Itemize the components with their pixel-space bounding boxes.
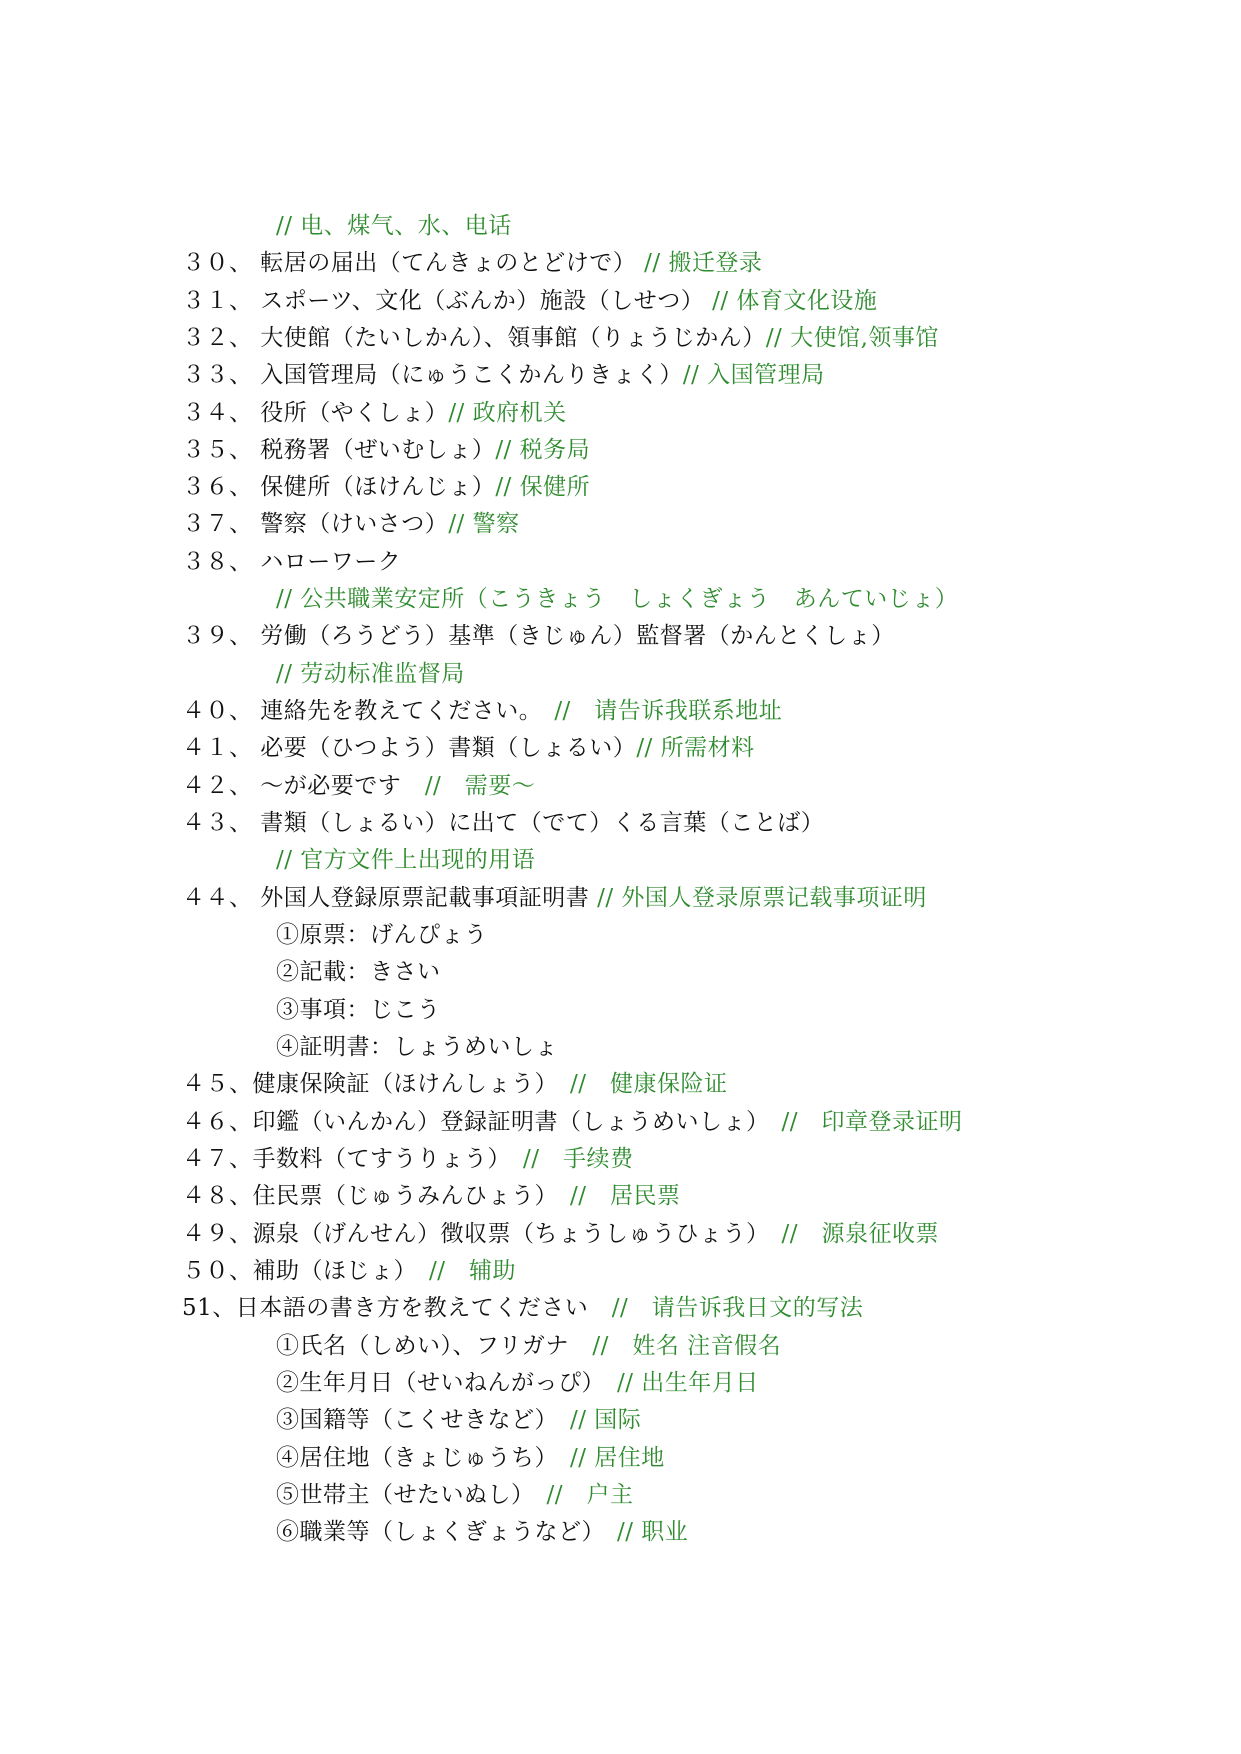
text-line-utilities: // 电、煤气、水、电话	[276, 213, 512, 239]
text-line-42: ４２、 ～が必要です // 需要～	[182, 773, 536, 799]
text-line-44-sub-1: ①原票：げんぴょう	[276, 922, 488, 948]
text-line-43-translation: // 官方文件上出现的用语	[276, 847, 536, 873]
text-line-32: ３２、 大使館（たいしかん）、領事館（りょうじかん）// 大使馆,领事馆	[182, 325, 939, 351]
text-line-47: ４７、手数料（てすうりょう） // 手续费	[182, 1146, 634, 1172]
text-line-44-sub-3: ③事項：じこう	[276, 997, 441, 1023]
text-line-50: ５０、補助（ほじょ） // 辅助	[182, 1258, 516, 1284]
text-line-48: ４８、住民票（じゅうみんひょう） // 居民票	[182, 1183, 681, 1209]
text-line-36: ３６、 保健所（ほけんじょ）// 保健所	[182, 474, 591, 500]
text-line-31: ３１、 スポーツ、文化（ぶんか）施設（しせつ） // 体育文化设施	[182, 288, 878, 314]
text-line-44-sub-2: ②記載：きさい	[276, 959, 441, 985]
text-line-46: ４６、印鑑（いんかん）登録証明書（しょうめいしょ） // 印章登录证明	[182, 1109, 963, 1135]
text-line-44-sub-4: ④証明書：しょうめいしょ	[276, 1034, 558, 1060]
text-line-51-sub-5: ⑤世帯主（せたいぬし） // 户主	[276, 1482, 634, 1508]
text-line-39-translation: // 劳动标准监督局	[276, 661, 465, 687]
text-line-37: ３７、 警察（けいさつ）// 警察	[182, 511, 520, 537]
text-line-34: ３４、 役所（やくしょ）// 政府机关	[182, 400, 567, 426]
text-line-33: ３３、 入国管理局（にゅうこくかんりきょく）// 入国管理局	[182, 362, 825, 388]
text-line-43: ４３、 書類（しょるい）に出て（でて）くる言葉（ことば）	[182, 810, 825, 836]
text-line-38: ３８、 ハローワーク	[182, 549, 402, 575]
text-line-51-sub-1: ①氏名（しめい）、フリガナ // 姓名 注音假名	[276, 1333, 782, 1359]
text-line-35: ３５、 税務署（ぜいむしょ）// 税务局	[182, 437, 591, 463]
text-line-40: ４０、 連絡先を教えてください。 // 请告诉我联系地址	[182, 698, 783, 724]
text-line-51-sub-6: ⑥職業等（しょくぎょうなど） // 职业	[276, 1519, 689, 1545]
text-line-49: ４９、源泉（げんせん）徴収票（ちょうしゅうひょう） // 源泉征收票	[182, 1221, 939, 1247]
text-line-45: ４５、健康保険証（ほけんしょう） // 健康保险证	[182, 1071, 728, 1097]
text-line-51-sub-2: ②生年月日（せいねんがっぴ） // 出生年月日	[276, 1370, 759, 1396]
text-line-51-sub-3: ③国籍等（こくせきなど） // 国际	[276, 1407, 642, 1433]
text-line-44: ４４、 外国人登録原票記載事項証明書 // 外国人登录原票记载事项证明	[182, 885, 927, 911]
text-line-39: ３９、 労働（ろうどう）基準（きじゅん）監督署（かんとくしょ）	[182, 623, 895, 649]
text-line-30: ３０、 転居の届出（てんきょのとどけで） // 搬迁登录	[182, 250, 763, 276]
text-line-41: ４１、 必要（ひつよう）書類（しょるい）// 所需材料	[182, 735, 755, 761]
text-line-51: 51、日本語の書き方を教えてください // 请告诉我日文的写法	[182, 1295, 864, 1321]
text-line-38-translation: // 公共職業安定所（こうきょう しょくぎょう あんていじょ）	[276, 586, 959, 612]
text-line-51-sub-4: ④居住地（きょじゅうち） // 居住地	[276, 1445, 665, 1471]
